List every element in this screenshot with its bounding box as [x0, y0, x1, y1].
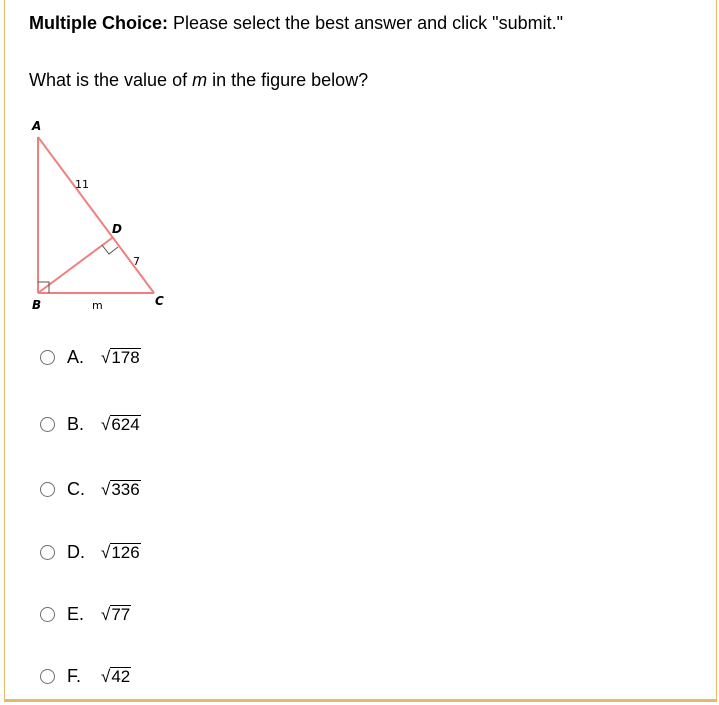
sqrt-expression-c — [101, 480, 141, 499]
choice-d[interactable] — [40, 539, 141, 565]
choice-a-radicand: 178 — [111, 347, 140, 367]
choice-a-letter: A. — [67, 346, 85, 367]
side-bc-label: m — [92, 299, 103, 312]
side-ac — [38, 137, 154, 293]
vertex-b-label: B — [32, 298, 42, 312]
radio-button-e[interactable] — [40, 607, 55, 622]
choice-f[interactable] — [40, 663, 131, 689]
choice-f-radicand: 42 — [111, 666, 131, 686]
radio-button-b[interactable] — [40, 417, 55, 432]
sqrt-expression-e — [101, 605, 131, 624]
choice-d-radicand: 126 — [111, 542, 140, 562]
question-variable: m — [192, 70, 208, 90]
sqrt-expression-f — [101, 667, 131, 686]
question-after: in the figure below? — [207, 70, 369, 90]
sqrt-expression-a — [101, 348, 141, 367]
sqrt-icon: √ — [101, 480, 111, 500]
sqrt-icon: √ — [101, 543, 111, 563]
triangle-figure — [26, 110, 186, 320]
choice-c[interactable] — [40, 476, 141, 502]
right-angle-d — [102, 245, 118, 254]
question-before: What is the value of — [29, 70, 193, 90]
sqrt-icon: √ — [101, 667, 111, 687]
choice-b-letter: B. — [67, 413, 85, 434]
choice-b-radicand: 624 — [111, 414, 140, 434]
choice-b[interactable] — [40, 411, 141, 437]
vertex-a-label: A — [32, 119, 42, 133]
sqrt-icon: √ — [101, 605, 111, 625]
choice-f-letter: F. — [67, 665, 82, 686]
radio-button-f[interactable] — [40, 669, 55, 684]
choice-c-radicand: 336 — [111, 479, 140, 499]
side-ad-label: 11 — [75, 178, 89, 191]
radio-button-a[interactable] — [40, 350, 55, 365]
question-text — [29, 70, 368, 91]
sqrt-icon: √ — [101, 348, 111, 368]
vertex-c-label: C — [155, 294, 164, 308]
choice-c-letter: C. — [67, 478, 85, 499]
sqrt-icon: √ — [101, 415, 111, 435]
side-dc-label: 7 — [133, 255, 140, 268]
choice-e-letter: E. — [67, 603, 85, 624]
vertex-d-label: D — [112, 222, 122, 236]
choice-e-radicand: 77 — [111, 604, 131, 624]
sqrt-expression-d — [101, 543, 141, 562]
choice-e[interactable] — [40, 601, 131, 627]
radio-button-c[interactable] — [40, 482, 55, 497]
instructions — [29, 13, 563, 34]
choice-d-letter: D. — [67, 541, 85, 562]
choice-a[interactable] — [40, 344, 141, 370]
instructions-label: Multiple Choice: — [29, 13, 168, 33]
radio-button-d[interactable] — [40, 545, 55, 560]
sqrt-expression-b — [101, 415, 141, 434]
instructions-text: Please select the best answer and click "submit." — [173, 13, 563, 33]
